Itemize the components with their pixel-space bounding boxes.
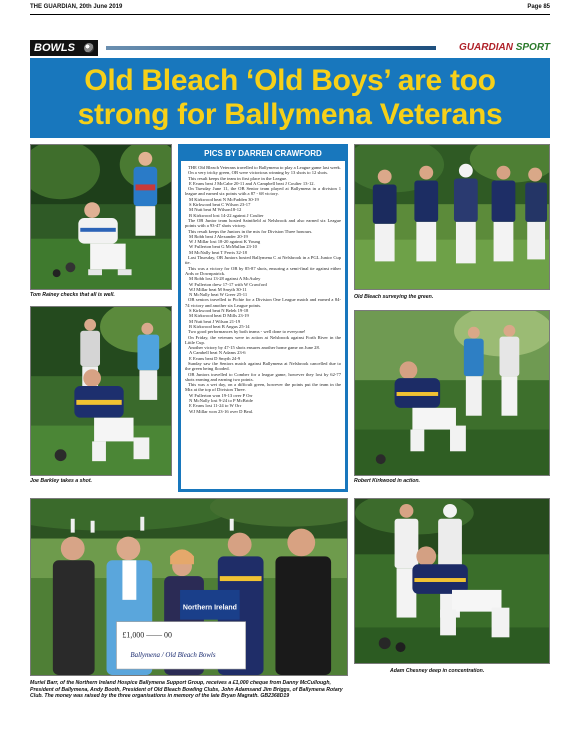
article-paragraph: W J Millar lost 18-20 against K Young: [189, 239, 261, 245]
photo-old-bleach-surveying: [354, 144, 550, 290]
article-paragraph: This was a victory for OB by 85-87 shots, ensuring a semi-final tie against either Ards or Downpatrick.: [185, 265, 341, 276]
article-paragraph: M Robb lost 13-28 against A McAuley: [189, 276, 261, 282]
article-paragraph: M Nutt beat M Wilson18-12: [189, 207, 242, 213]
article-paragraph: E Evans lost 11-24 to W Orr: [189, 403, 242, 409]
photo-robert-kirkwood: [354, 310, 550, 476]
article-paragraph: E Evans beat J McCabe 20-11 and A Campbell beat J Coulter 13-12.: [189, 180, 315, 186]
headline-line-2: strong for Ballymena Veterans: [77, 98, 503, 131]
article-paragraph: M Kirkwood beat N McFadden 30-19: [189, 196, 259, 202]
article-paragraph: W Fullerton drew 17-17 with W Crawford: [189, 281, 267, 287]
caption-adam-chesney: Adam Chesney deep in concentration.: [390, 668, 485, 674]
masthead-rule: [30, 14, 550, 15]
headline-line-1: Old Bleach ‘Old Boys’ are too: [84, 64, 496, 97]
article-paragraph: OB seniors travelled to Pichie for a Division One League match and earned a 84-74 victory and another six League points.: [185, 297, 341, 308]
article-paragraph: S Kirkwood beat C Wilson 23-17: [189, 202, 251, 208]
article-paragraph: M Kirkwood beat D Mills 23-19: [189, 313, 249, 319]
article-paragraph: B Kirkwood lost 14-22 against J Coulter: [189, 212, 264, 218]
article-paragraph: This result keeps the team in first place in the League.: [188, 175, 288, 181]
article-paragraph: This result keeps the Juniors in the mix for Division Three honours.: [188, 228, 313, 234]
article-paragraph: Last Thursday, OB Juniors hosted Ballymena C at Nelsbrook in a PGL Junior Cup tie.: [185, 255, 341, 266]
brand-guardian: GUARDIAN: [459, 42, 513, 53]
article-body: [185, 165, 341, 485]
article-paragraph: M Nutt beat J Wilson 21-19: [189, 318, 241, 324]
article-paragraph: S Kirkwood beat N Beleh 19-18: [189, 308, 249, 314]
article-paragraph: On Tuesday June 11, the OB Senior team played at Ballymena in a division 1 league and earned six points with a 87 - 68 victory.: [185, 186, 341, 197]
article-paragraph: W Fullerton won 19-13 over P Orr: [189, 392, 253, 398]
bowls-ball-icon: [84, 43, 94, 53]
article-paragraph: E Evans beat D Smyth 24-9: [189, 355, 241, 361]
masthead: [30, 0, 550, 14]
caption-old-bleach-surveying: Old Bleach surveying the green.: [354, 294, 434, 300]
brand-logo: [459, 40, 550, 56]
article-paragraph: WJ Millar won 23-16 over D Beal.: [189, 408, 254, 414]
article-paragraph: W Fullerton beat G McMullan 23-10: [189, 244, 257, 250]
brand-sport: SPORT: [515, 42, 550, 53]
article-paragraph: The OB Junior team hosted Saintfield at Nelsbrook and also earned six League points with a 93-47 shots victory.: [185, 217, 341, 229]
photo-adam-chesney: [354, 498, 550, 664]
page-number: Page 85: [527, 4, 550, 10]
photo-joe-barkley: [30, 306, 172, 476]
caption-robert-kirkwood: Robert Kirkwood in action.: [354, 478, 420, 484]
article-paragraph: On a very tricky green, OB were victorious winning by 13 shots to 12 shots.: [188, 170, 329, 176]
photo-tom-rainey: [30, 144, 172, 290]
section-tag-label: BOWLS: [34, 42, 75, 54]
caption-tom-rainey: Tom Rainey checks that all is well.: [30, 292, 115, 298]
cheque-amount: £1,000 —— 00: [122, 630, 172, 640]
article-paragraph: M Robb beat J Alexander 20-19: [189, 233, 248, 239]
article-paragraph: THE Old Bleach Veterans travelled to Ballymena to play a League game last week.: [188, 165, 341, 170]
article-paragraph: WJ Millar beat M Smyth 30-11: [189, 286, 247, 292]
article-paragraph: This was a wet day, on a difficult green, however the points put the team in the Mix at the top of Division Three.: [185, 382, 341, 393]
section-bar: [30, 40, 550, 56]
article-paragraph: M McNally beat T Ferris 32-18: [189, 249, 247, 255]
article-paragraph: N McNally beat W Greer 25-11: [189, 292, 248, 298]
photo-cheque-presentation: [30, 498, 348, 676]
cheque-banner: Northern Ireland: [182, 604, 237, 612]
article-paragraph: B Kirkwood beat B Angus 25-14: [189, 323, 250, 329]
page-title: [30, 64, 550, 132]
article-paragraph: Two good performances by both teams - well done to everyone!: [188, 329, 306, 335]
article-column: [178, 144, 348, 492]
section-divider: [106, 46, 436, 50]
article-paragraph: Another victory by 47-15 shots ensures another home game on June 28.: [188, 345, 320, 351]
caption-cheque-presentation: Muriel Barr, of the Northern Ireland Hospice Ballymena Support Group, receives a £1,000 cheque from Danny McCullough, President of Ballymena, Andy Booth, President of Old Bleach Bowling Clubs, John Adamsand Jim Briggs, of Ballymena Rotary Club. The money was raised by the three organisations in memory of the late Bryan Magrath. GB2368D19: [30, 680, 343, 699]
article-paragraph: OB Juniors travelled to Comber for a league game, however they lost by 62-77 shots earning and earning two points.: [185, 371, 341, 382]
article-paragraph: Sunday saw the Seniors match against Ballymena at Nelsbrook cancelled due to the green being flooded.: [185, 360, 341, 372]
photo-credit: PICS BY DARREN CRAWFORD: [181, 147, 345, 161]
headline-panel: [30, 58, 550, 138]
article-paragraph: On Friday, the veterans were in action at Nelsbrook against Forth River in the Little Cup.: [185, 334, 341, 345]
masthead-date: THE GUARDIAN, 20th June 2019: [30, 4, 123, 10]
caption-joe-barkley: Joe Barkley takes a shot.: [30, 478, 92, 484]
article-paragraph: N McNally lost 9-24 to P McBride: [189, 398, 253, 404]
cheque-payee: Ballymena / Old Bleach Bowls: [130, 652, 216, 660]
article-paragraph: A Cambell beat N Adams 23-6: [189, 350, 246, 356]
